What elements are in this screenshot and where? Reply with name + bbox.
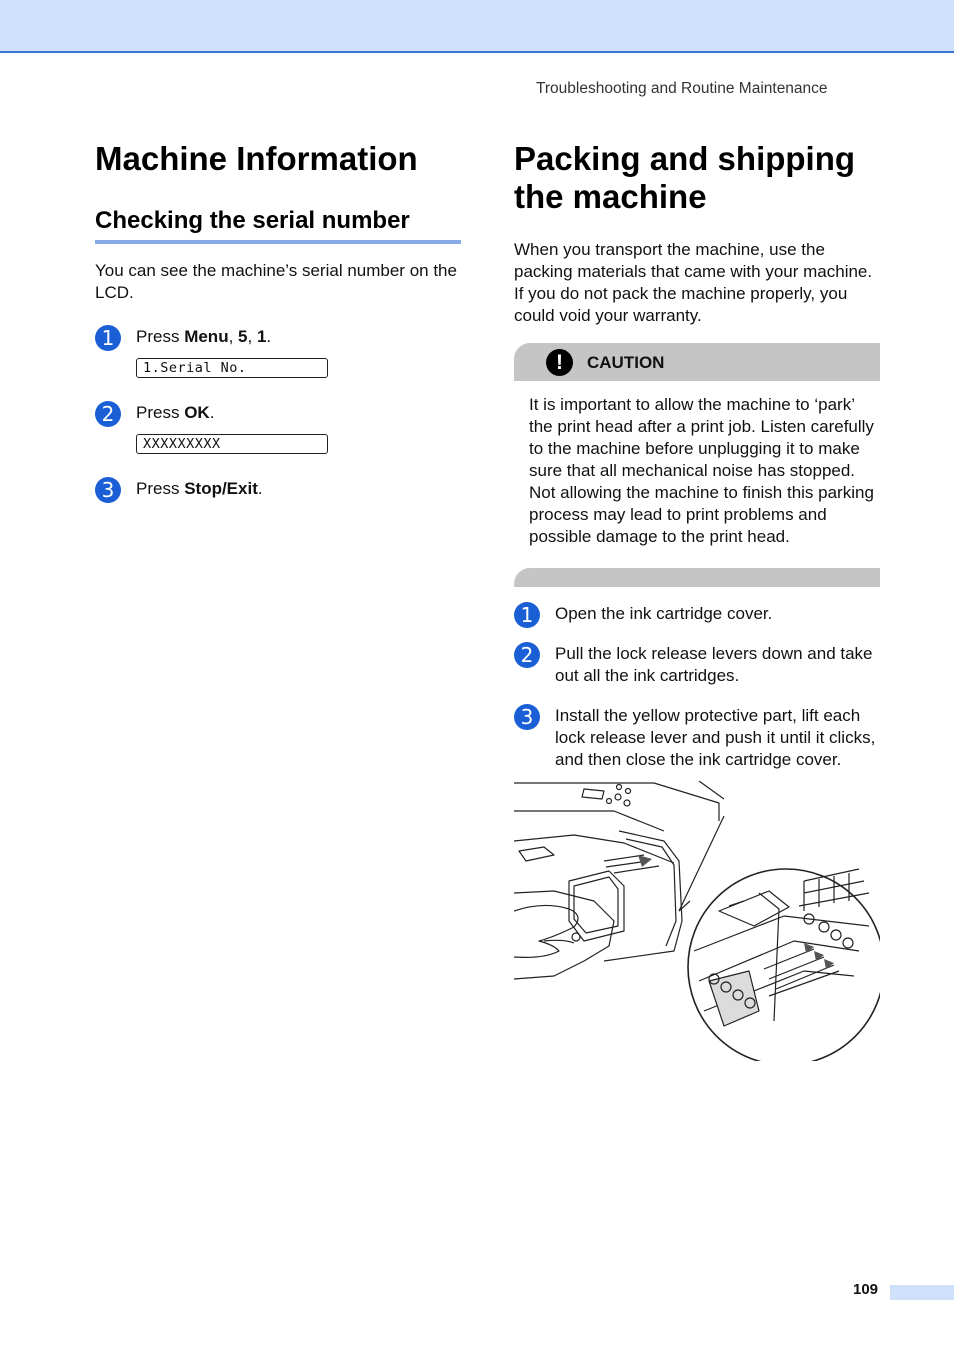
key-menu: Menu [184, 327, 229, 346]
caution-title: CAUTION [587, 353, 665, 372]
packing-intro-text: When you transport the machine, use the packing materials that came with your machine. If you do not pack the machine properly, you could void your warranty. [514, 240, 873, 325]
top-header-band [0, 0, 954, 53]
serial-step-2: 2 Press OK. XXXXXXXXX [95, 402, 461, 454]
serial-intro-text: You can see the machine’s serial number on the LCD. [95, 261, 457, 302]
section-title-machine-information: Machine Information [95, 140, 418, 177]
subsection-title-serial-number: Checking the serial number [95, 206, 461, 244]
key-5: 5 [238, 327, 248, 346]
step-number-1: 1 [514, 602, 540, 628]
caution-box [514, 343, 880, 587]
step-number-3: 3 [95, 477, 121, 503]
warning-icon: ! [546, 349, 573, 376]
caution-text: It is important to allow the machine to ‘park’ the print head after a print job. Listen carefully to the machine before unplugging it to make sure that all mechanical noise has stopped. Not allowing the machine to finish this parking process may lead to print problems and possible damage to the print head. [529, 395, 874, 546]
key-stop-exit: Stop/Exit [184, 479, 258, 498]
lcd-display-serial-menu: 1.Serial No. [136, 358, 328, 378]
key-1: 1 [256, 327, 267, 346]
left-column [95, 140, 461, 500]
caution-header [514, 343, 880, 381]
ink-cartridge-illustration [514, 781, 880, 1061]
page-number: 109 [853, 1281, 879, 1298]
caution-footer-bar [514, 568, 880, 587]
step-number-3: 3 [514, 704, 540, 730]
right-column [514, 140, 880, 1061]
running-header: Troubleshooting and Routine Maintenance [536, 80, 828, 97]
step-number-2: 2 [95, 401, 121, 427]
step-number-2: 2 [514, 642, 540, 668]
step-number-1: 1 [95, 325, 121, 351]
serial-step-3: 3 Press Stop/Exit. [95, 478, 461, 500]
packing-step-1: 1 Open the ink cartridge cover. [514, 603, 880, 625]
key-ok: OK [184, 403, 210, 422]
packing-step-2: 2 Pull the lock release levers down and take out all the ink cartridges. [514, 643, 880, 687]
page-number-tab [890, 1285, 954, 1300]
section-title-packing-shipping: Packing and shipping the machine [514, 140, 856, 215]
packing-step-3: 3 Install the yellow protective part, lift each lock release lever and push it until it clicks, and then close the ink cartridge cover. [514, 705, 880, 771]
lcd-display-serial-value: XXXXXXXXX [136, 434, 328, 454]
serial-step-1: 1 Press Menu, 5, 1. 1.Serial No. [95, 326, 461, 378]
